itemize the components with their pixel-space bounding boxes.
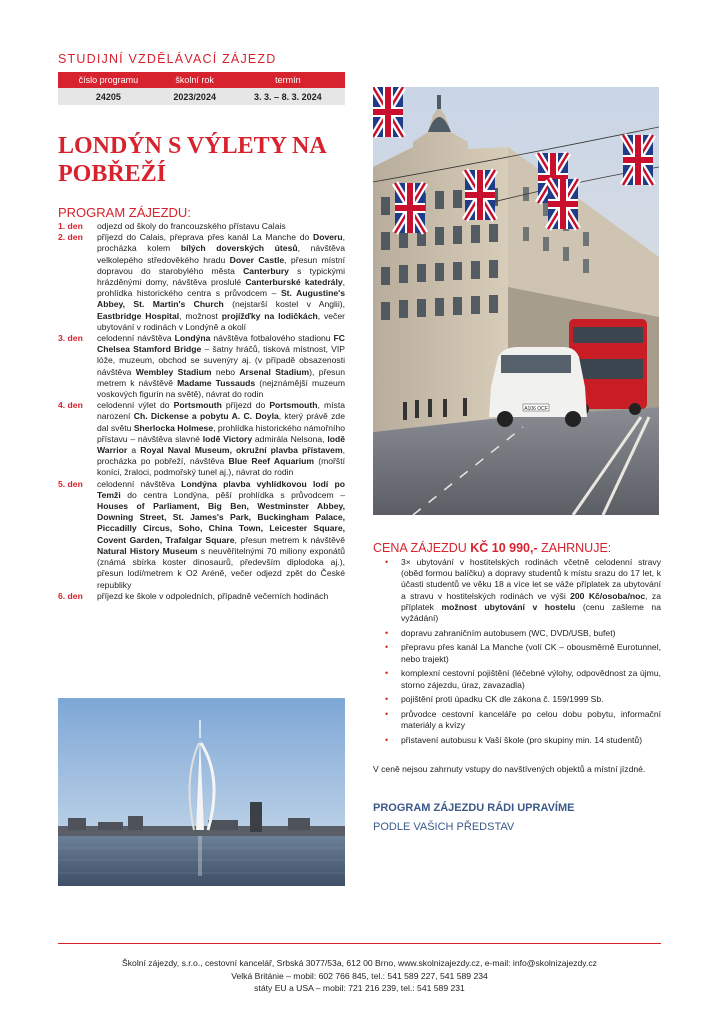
price-item xyxy=(373,735,661,746)
body-text: , prohlídka historického námořního přístavu – návštěva slavné xyxy=(97,422,345,444)
body-text: přistavení autobusu k Vaší škole (pro skupiny min. 14 studentů) xyxy=(401,734,643,745)
highlight-text: Houses of Parliament, Big Ben, Westminster Abbey, Downing Street, St. James's Park, Buckingham Palace, Piccadilly Circus, Soho, China Town, Leicester Square, Covent Garden, Trafalgar Square xyxy=(97,501,345,545)
program-day-2 xyxy=(58,232,345,333)
footer-contact xyxy=(58,957,661,995)
highlight-text: plavba vyhlídkovou lodí po Temži xyxy=(97,478,345,500)
school-year-value: 2023/2024 xyxy=(159,88,231,105)
highlight-text: Londýna xyxy=(181,478,217,489)
body-text: , procházka po pobřeží, návštěva xyxy=(97,445,345,467)
highlight-text: lodě Warrior xyxy=(97,433,345,456)
bullet-icon: • xyxy=(385,708,389,719)
highlight-text: Canterbury xyxy=(243,265,289,276)
price-item xyxy=(373,709,661,731)
highlight-text: lodě Victory xyxy=(202,433,253,444)
body-text: s neuvěřitelnými 70 miliony exponátů (známá sbírka koster dinosaurů, především diplodoka aj.), přesun lodí/metrem k O2 Aréně, večer odjezd zpět do České republiky xyxy=(97,545,345,590)
highlight-text: 200 Kč/osoba/noc xyxy=(570,590,646,601)
program-heading: PROGRAM ZÁJEZDU: xyxy=(58,205,191,220)
date-header: termín xyxy=(231,72,345,88)
bullet-icon: • xyxy=(385,642,389,653)
body-text: , procházka kolem xyxy=(97,232,345,254)
body-text: (nejstarší kostel v Anglii), xyxy=(223,299,346,310)
bullet-icon: • xyxy=(385,627,389,638)
body-text: do centra Londýna, pěší prohlídka s průvodcem – xyxy=(120,489,345,500)
price-heading xyxy=(373,541,611,555)
day-label: 1. den xyxy=(58,221,83,231)
highlight-text: Portsmouth xyxy=(269,400,318,411)
body-text: s typickými hrázděnými domy, návštěva proslulé xyxy=(97,265,345,288)
bullet-icon: • xyxy=(385,734,389,745)
program-day-6 xyxy=(58,591,345,602)
title-line-1: LONDÝN S VÝLETY NA xyxy=(58,133,327,159)
body-text: ), přesun metrem k návštěvě xyxy=(97,366,345,388)
body-text: komplexní cestovní pojištění (léčebné výlohy, odpovědnost za újmu, storno zájezdu, úraz, zavazadla) xyxy=(401,668,661,690)
highlight-text: Wembley Stadium xyxy=(135,366,212,377)
footer-eu-usa-contact-line: státy EU a USA – mobil: 721 216 239, tel.: 541 589 231 xyxy=(254,983,465,993)
custom-program-cta-line2: PODLE VAŠICH PŘEDSTAV xyxy=(373,821,515,833)
body-text: , za příplatek xyxy=(401,590,662,612)
price-item xyxy=(373,694,661,705)
school-year-header: školní rok xyxy=(159,72,231,88)
footer-divider xyxy=(58,943,661,944)
price-item xyxy=(373,628,661,639)
price-includes-list xyxy=(373,557,661,750)
body-text: admirála Nelsona, xyxy=(252,433,328,444)
body-text: odjezd od školy do francouzského přístavu Calais xyxy=(97,221,286,231)
program-day-3 xyxy=(58,333,345,400)
body-text: nebo xyxy=(211,366,240,377)
body-text: (cenu zašleme na vyžádání) xyxy=(401,601,661,624)
body-text: , místa narození xyxy=(97,400,345,422)
price-item xyxy=(373,557,661,624)
body-text: celodenní návštěva xyxy=(97,478,182,489)
highlight-text: Madame Tussauds xyxy=(177,377,256,388)
body-text: , možnost xyxy=(179,310,222,321)
highlight-text: Londýna xyxy=(174,333,211,344)
bullet-icon: • xyxy=(385,557,389,567)
body-text: dopravu zahraničním autobusem (WC, DVD/USB, bufet) xyxy=(401,627,616,638)
program-day-1 xyxy=(58,221,345,232)
price-heading-prefix: CENA ZÁJEZDU xyxy=(373,541,471,555)
body-text: a xyxy=(127,445,141,456)
highlight-text: FC Chelsea Stamford Bridge xyxy=(97,333,345,355)
highlight-text: Doveru xyxy=(313,232,343,243)
body-text: – šatny hráčů, tisková místnost, VIP lóže, muzeum, obchod se suvenýry aj. (v případě obsazenosti návštěva xyxy=(97,344,346,377)
day-label: 5. den xyxy=(58,478,83,489)
program-number-header: číslo programu xyxy=(58,72,159,88)
price-amount: KČ 10 990,- xyxy=(470,541,538,555)
highlight-text: Arsenal Stadium xyxy=(239,366,310,377)
london-street-photo xyxy=(373,87,659,515)
footer-company-line: Školní zájezdy, s.r.o., cestovní kancelář, Srbská 3077/53a, 612 00 Brno, www.skolnizajezdy.cz, e-mail: info@skolnizajezdy.cz xyxy=(122,958,597,968)
price-heading-suffix: ZAHRNUJE: xyxy=(537,541,612,555)
body-text: příjezd do xyxy=(221,400,270,411)
body-text: přepravu přes kanál La Manche (volí CK – obousměrně Eurotunnel, nebo trajekt) xyxy=(401,642,661,664)
page-title xyxy=(58,132,358,188)
price-item xyxy=(373,642,661,664)
custom-program-cta-line1: PROGRAM ZÁJEZDU RÁDI UPRAVÍME xyxy=(373,802,575,814)
highlight-text: Sherlocka Holmese xyxy=(133,422,214,433)
highlight-text: Dover Castle xyxy=(229,254,285,265)
body-text: celodenní výlet do xyxy=(97,400,174,411)
program-info-table xyxy=(58,72,345,105)
body-text: návštěva fotbalového stadionu xyxy=(210,333,334,344)
body-text: , návštěva velkolepého středověkého hradu xyxy=(97,243,345,265)
program-day-4 xyxy=(58,400,345,478)
body-text: , prohlídka historického centra s průvodcem – xyxy=(97,277,346,299)
body-text: , přesun místní dopravou do starobylého města xyxy=(97,254,345,276)
bullet-icon: • xyxy=(385,668,389,679)
trip-type-kicker: STUDIJNÍ VZDĚLÁVACÍ ZÁJEZD xyxy=(58,52,277,66)
bullet-icon: • xyxy=(385,694,389,705)
highlight-text: bílých doverských útesů xyxy=(180,243,298,254)
body-text: příjezd do Calais, přeprava přes kanál La Manche do xyxy=(97,232,313,243)
highlight-text: Portsmouth xyxy=(173,400,222,411)
program-day-list xyxy=(58,221,345,602)
highlight-text: Blue Reef Aquarium xyxy=(228,456,315,467)
title-line-2: POBŘEŽÍ xyxy=(58,161,167,187)
highlight-text: možnost ubytování v hostelu xyxy=(441,601,576,612)
price-item xyxy=(373,668,661,690)
date-value: 3. 3. – 8. 3. 2024 xyxy=(231,88,345,105)
highlight-text: Royal Naval Museum, okružní plavba přístavem xyxy=(140,445,343,456)
highlight-text: Ch. Dickense a pobytu A. C. Doyla xyxy=(133,411,279,422)
body-text: , večer ubytování v rodinách v Londýně a okolí xyxy=(97,310,345,332)
day-label: 6. den xyxy=(58,590,83,601)
body-text: (mořští koníci, žraloci, podmořský tunel aj.), návrat do rodin xyxy=(97,456,345,478)
body-text: celodenní návštěva xyxy=(97,333,175,344)
highlight-text: Canterburské katedrály xyxy=(245,277,343,288)
program-day-5 xyxy=(58,479,345,591)
day-label: 4. den xyxy=(58,400,83,411)
highlight-text: projížďky na lodičkách xyxy=(221,310,318,321)
portsmouth-spinnaker-photo xyxy=(58,698,345,886)
price-exclusions-note: V ceně nejsou zahrnuty vstupy do navštívených objektů a místní jízdné. xyxy=(373,764,646,774)
day-label: 2. den xyxy=(58,232,83,243)
highlight-text: Eastbridge Hospital xyxy=(97,310,180,321)
body-text: průvodce cestovní kanceláře po celou dobu pobytu, informační materiály a kvízy xyxy=(401,708,661,731)
body-text: příjezd ke škole v odpoledních, případně večerních hodinách xyxy=(97,590,329,601)
body-text: pojištění proti úpadku CK dle zákona č. 159/1999 Sb. xyxy=(401,694,604,705)
body-text: , který právě zde dal světu xyxy=(97,411,345,433)
body-text: , přesun metrem k návštěvě xyxy=(234,534,345,545)
highlight-text: Natural History Museum xyxy=(97,545,198,556)
footer-uk-contact-line: Velká Británie – mobil: 602 766 845, tel.: 541 589 227, 541 589 234 xyxy=(231,970,488,981)
highlight-text: St. Augustine's Abbey, St. Martin's Church xyxy=(97,288,345,310)
body-text: 3× ubytování v hostitelských rodinách včetně celodenní stravy (oběd formou balíčku) a dopravy studentů k místu srazu do 17 let, k účasti studentů ve věku 18 a více let se váže příplatek za ubytování a stravu v hostitelských rodinách ve výši xyxy=(401,557,661,601)
program-number-value: 24205 xyxy=(58,88,159,105)
day-label: 3. den xyxy=(58,333,83,344)
taxi-plate-text: A106 OCF xyxy=(524,406,548,412)
body-text: (nejznámější muzeum voskových figurín na světě), návrat do rodin xyxy=(97,377,345,400)
